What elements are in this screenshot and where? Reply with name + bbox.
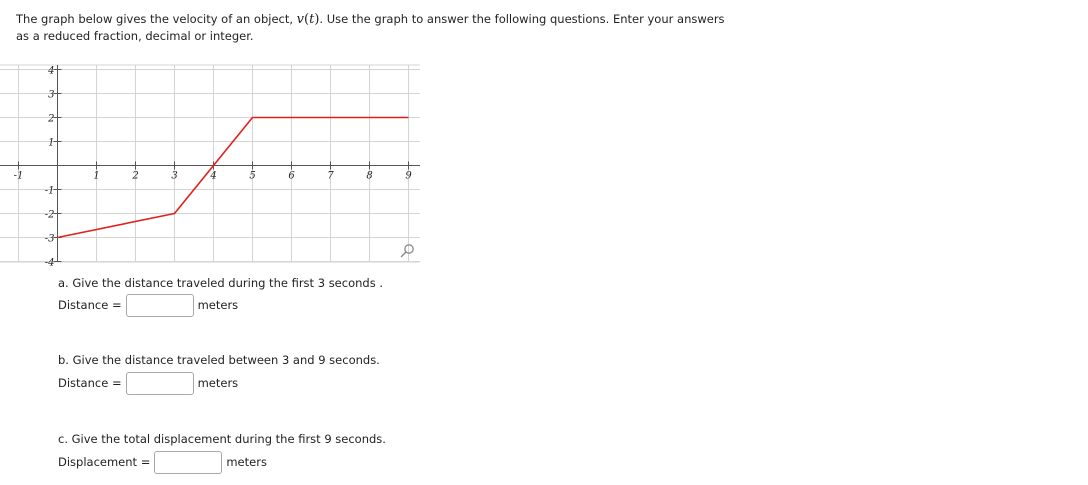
x-tick-label: 3 [171, 170, 178, 182]
question-c-unit: meters [226, 455, 267, 469]
intro-text-before: The graph below gives the velocity of an object, [16, 12, 297, 26]
question-b-text: b. Give the distance traveled between 3 and 9 seconds. [58, 353, 380, 367]
y-tick-label: -1 [44, 185, 55, 197]
y-tick-label: 3 [48, 89, 55, 101]
y-tick-label: 4 [48, 65, 55, 77]
y-tick-label: -4 [44, 257, 55, 268]
question-a-unit: meters [197, 298, 239, 312]
x-tick-label: 9 [405, 170, 412, 182]
x-tick-label: 2 [132, 170, 139, 182]
question-b-input[interactable] [126, 372, 194, 395]
question-a-label: Distance = [58, 298, 122, 312]
velocity-line [58, 118, 409, 238]
question-b-answer-row [58, 370, 238, 396]
x-tick-label: 6 [288, 170, 295, 182]
question-a-text: a. Give the distance traveled during the first 3 seconds . [58, 276, 384, 290]
y-tick-label: 2 [48, 113, 55, 125]
x-tick-label: 4 [210, 170, 217, 182]
x-tick-label: -1 [13, 170, 24, 182]
x-tick-label: 5 [249, 170, 256, 182]
x-tick-label: 8 [366, 170, 373, 182]
question-c-label: Displacement = [58, 455, 151, 469]
magnifier-icon[interactable] [402, 245, 414, 257]
question-b-label: Distance = [58, 376, 122, 390]
axes [0, 65, 420, 262]
time-symbol: t [309, 12, 315, 27]
y-tick-label: 1 [48, 137, 55, 149]
velocity-paren-close: ) [314, 12, 320, 27]
x-tick-label: 1 [93, 170, 100, 182]
question-a-input[interactable] [126, 294, 194, 317]
question-c-answer-row [58, 449, 267, 475]
question-b-unit: meters [197, 376, 239, 390]
grid [0, 65, 420, 262]
velocity-symbol: v [296, 12, 305, 27]
intro-text-after: . Use the graph to answer the following questions. Enter your answers as a reduced fraction, decimal or integer. [16, 12, 725, 43]
question-c-text: c. Give the total displacement during the first 9 seconds. [58, 432, 386, 446]
x-tick-label: 7 [327, 170, 334, 182]
velocity-paren-open: ( [304, 12, 310, 27]
y-tick-label: -2 [44, 209, 55, 221]
question-c-input[interactable] [154, 451, 222, 474]
question-a-answer-row [58, 292, 238, 318]
problem-intro [16, 11, 736, 45]
velocity-graph [0, 58, 420, 268]
velocity-graph-svg [0, 58, 420, 268]
series [58, 118, 409, 238]
y-tick-label: -3 [44, 233, 55, 245]
